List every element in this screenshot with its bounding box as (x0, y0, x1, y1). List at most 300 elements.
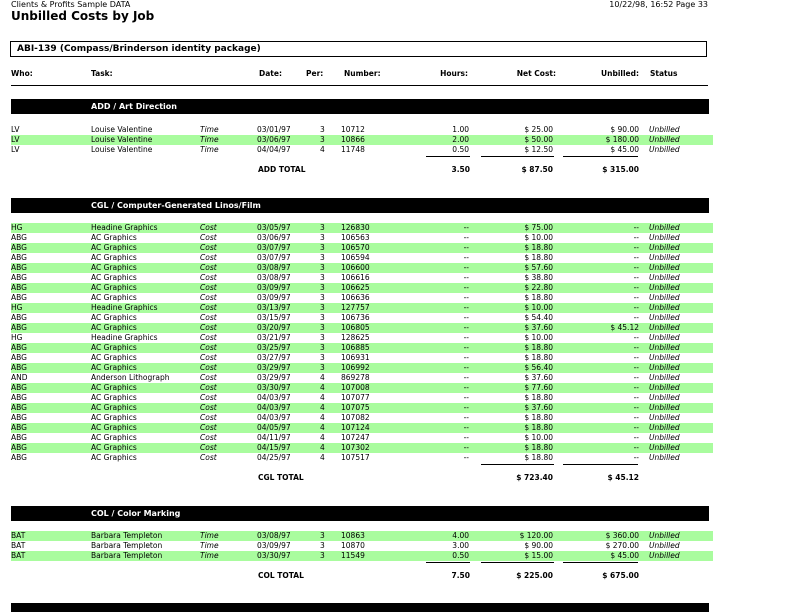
table-row (11, 353, 713, 363)
cell-unb: -- (633, 283, 639, 292)
cell-who: ABG (11, 233, 27, 242)
cell-date: 04/03/97 (257, 393, 291, 402)
cell-status: Unbilled (649, 283, 680, 292)
col-header-who: Who: (11, 69, 33, 78)
cell-net: $ 18.80 (524, 293, 553, 302)
cell-net: $ 18.80 (524, 423, 553, 432)
table-row (11, 433, 713, 443)
cell-date: 03/21/97 (257, 333, 291, 342)
cell-status: Unbilled (649, 145, 680, 154)
cell-unb: $ 45.12 (610, 323, 639, 332)
cell-unb: -- (633, 273, 639, 282)
cell-task: AC Graphics (91, 353, 137, 362)
cell-status: Unbilled (649, 373, 680, 382)
cell-task: AC Graphics (91, 443, 137, 452)
cell-hours: -- (463, 323, 469, 332)
cell-net: $ 18.80 (524, 413, 553, 422)
cell-date: 03/25/97 (257, 343, 291, 352)
cell-num: 126830 (341, 223, 370, 232)
cell-per: 3 (320, 363, 325, 372)
cell-net: $ 10.00 (524, 433, 553, 442)
cell-unb: $ 270.00 (605, 541, 639, 550)
cell-per: 3 (320, 541, 325, 550)
cell-per: 3 (320, 551, 325, 560)
cell-task: AC Graphics (91, 343, 137, 352)
cell-type: Cost (200, 413, 217, 422)
cell-type: Time (200, 125, 219, 134)
cell-status: Unbilled (649, 125, 680, 134)
cell-status: Unbilled (649, 323, 680, 332)
cell-per: 3 (320, 303, 325, 312)
cell-num: 107302 (341, 443, 370, 452)
cell-num: 107008 (341, 383, 370, 392)
table-row (11, 541, 713, 551)
cell-per: 3 (320, 263, 325, 272)
section-title: COL / Color Marking (91, 509, 181, 518)
cell-num: 10870 (341, 541, 365, 550)
cell-status: Unbilled (649, 243, 680, 252)
cell-date: 03/30/97 (257, 383, 291, 392)
cell-net: $ 18.80 (524, 443, 553, 452)
cell-net: $ 37.60 (524, 373, 553, 382)
cell-status: Unbilled (649, 313, 680, 322)
cell-net: $ 22.80 (524, 283, 553, 292)
cell-unb: -- (633, 403, 639, 412)
cell-num: 869278 (341, 373, 370, 382)
cell-net: $ 120.00 (519, 531, 553, 540)
cell-hours: -- (463, 453, 469, 462)
cell-num: 107124 (341, 423, 370, 432)
cell-hours: -- (463, 253, 469, 262)
cell-hours: -- (463, 433, 469, 442)
cell-net: $ 10.00 (524, 303, 553, 312)
cell-date: 03/27/97 (257, 353, 291, 362)
cell-type: Cost (200, 263, 217, 272)
cell-who: BAT (11, 531, 26, 540)
cell-per: 4 (320, 403, 325, 412)
table-row (11, 263, 713, 273)
subtotal-rule (481, 156, 554, 157)
cell-who: ABG (11, 243, 27, 252)
cell-net: $ 18.80 (524, 253, 553, 262)
cell-who: ABG (11, 423, 27, 432)
cell-who: HG (11, 223, 23, 232)
cell-type: Time (200, 135, 219, 144)
cell-net: $ 90.00 (524, 541, 553, 550)
cell-type: Cost (200, 253, 217, 262)
section-total-label: COL TOTAL (258, 571, 304, 580)
cell-status: Unbilled (649, 551, 680, 560)
cell-net: $ 38.80 (524, 273, 553, 282)
table-row (11, 303, 713, 313)
section-total-net-cost: $ 723.40 (516, 473, 553, 482)
header-rule (11, 85, 708, 86)
subtotal-rule (426, 562, 470, 563)
cell-num: 107075 (341, 403, 370, 412)
cell-type: Time (200, 531, 219, 540)
cell-date: 03/07/97 (257, 253, 291, 262)
col-header-task: Task: (91, 69, 113, 78)
cell-per: 3 (320, 333, 325, 342)
cell-num: 107517 (341, 453, 370, 462)
cell-net: $ 56.40 (524, 363, 553, 372)
cell-per: 3 (320, 243, 325, 252)
section-total-label: ADD TOTAL (258, 165, 306, 174)
cell-date: 03/29/97 (257, 373, 291, 382)
cell-date: 04/25/97 (257, 453, 291, 462)
cell-unb: -- (633, 453, 639, 462)
table-row (11, 373, 713, 383)
section-total-label: CGL TOTAL (258, 473, 304, 482)
cell-status: Unbilled (649, 393, 680, 402)
cell-who: BAT (11, 541, 26, 550)
cell-task: AC Graphics (91, 273, 137, 282)
cell-hours: -- (463, 313, 469, 322)
cell-type: Cost (200, 433, 217, 442)
cell-type: Cost (200, 333, 217, 342)
cell-net: $ 18.80 (524, 453, 553, 462)
table-row (11, 531, 713, 541)
cell-who: LV (11, 125, 20, 134)
cell-task: AC Graphics (91, 423, 137, 432)
cell-unb: -- (633, 303, 639, 312)
cell-task: Headine Graphics (91, 333, 158, 342)
table-row (11, 243, 713, 253)
cell-task: Barbara Templeton (91, 541, 163, 550)
cell-task: AC Graphics (91, 243, 137, 252)
cell-date: 03/07/97 (257, 243, 291, 252)
cell-type: Time (200, 145, 219, 154)
cell-num: 107247 (341, 433, 370, 442)
cell-hours: -- (463, 293, 469, 302)
cell-per: 4 (320, 373, 325, 382)
cell-who: ABG (11, 273, 27, 282)
cell-unb: -- (633, 313, 639, 322)
cell-task: Louise Valentine (91, 125, 153, 134)
cell-date: 03/09/97 (257, 283, 291, 292)
cell-net: $ 10.00 (524, 233, 553, 242)
cell-who: ABG (11, 393, 27, 402)
cell-hours: 2.00 (452, 135, 469, 144)
cell-net: $ 12.50 (524, 145, 553, 154)
cell-task: AC Graphics (91, 363, 137, 372)
cell-task: AC Graphics (91, 403, 137, 412)
cell-per: 4 (320, 393, 325, 402)
section-total-hours: 7.50 (451, 571, 470, 580)
cell-status: Unbilled (649, 423, 680, 432)
cell-who: ABG (11, 263, 27, 272)
cell-hours: -- (463, 383, 469, 392)
cell-type: Cost (200, 383, 217, 392)
section-band (11, 506, 709, 521)
cell-task: AC Graphics (91, 263, 137, 272)
cell-task: AC Graphics (91, 453, 137, 462)
table-row (11, 393, 713, 403)
cell-unb: -- (633, 373, 639, 382)
cell-status: Unbilled (649, 403, 680, 412)
cell-status: Unbilled (649, 135, 680, 144)
cell-who: ABG (11, 293, 27, 302)
cell-type: Cost (200, 393, 217, 402)
cell-task: AC Graphics (91, 253, 137, 262)
col-header-date: Date: (259, 69, 282, 78)
cell-status: Unbilled (649, 353, 680, 362)
col-header-number: Number: (344, 69, 381, 78)
cell-task: Louise Valentine (91, 135, 153, 144)
cell-who: ABG (11, 323, 27, 332)
cell-unb: $ 90.00 (610, 125, 639, 134)
cell-date: 03/06/97 (257, 233, 291, 242)
cell-num: 128625 (341, 333, 370, 342)
cell-hours: -- (463, 353, 469, 362)
cell-num: 10866 (341, 135, 365, 144)
col-header-status: Status (650, 69, 678, 78)
cell-date: 03/09/97 (257, 293, 291, 302)
cell-date: 04/11/97 (257, 433, 291, 442)
subtotal-rule (481, 562, 554, 563)
cell-num: 106885 (341, 343, 370, 352)
cell-date: 04/05/97 (257, 423, 291, 432)
cell-per: 3 (320, 343, 325, 352)
cell-unb: -- (633, 253, 639, 262)
cell-hours: 1.00 (452, 125, 469, 134)
cell-per: 4 (320, 413, 325, 422)
cell-who: AND (11, 373, 28, 382)
cell-status: Unbilled (649, 263, 680, 272)
table-row (11, 283, 713, 293)
section-total-unbilled: $ 315.00 (602, 165, 639, 174)
cell-type: Cost (200, 273, 217, 282)
col-header-net-cost: Net Cost: (516, 69, 556, 78)
cell-net: $ 77.60 (524, 383, 553, 392)
cell-unb: -- (633, 223, 639, 232)
cell-who: ABG (11, 453, 27, 462)
cell-num: 127757 (341, 303, 370, 312)
table-row (11, 145, 713, 155)
cell-net: $ 15.00 (524, 551, 553, 560)
cell-net: $ 50.00 (524, 135, 553, 144)
cell-net: $ 10.00 (524, 333, 553, 342)
cell-net: $ 18.80 (524, 343, 553, 352)
cell-hours: -- (463, 423, 469, 432)
table-row (11, 333, 713, 343)
cell-task: Headine Graphics (91, 223, 158, 232)
cell-num: 11748 (341, 145, 365, 154)
cell-unb: -- (633, 363, 639, 372)
cell-per: 3 (320, 323, 325, 332)
cell-unb: -- (633, 353, 639, 362)
cell-per: 4 (320, 145, 325, 154)
cell-hours: -- (463, 283, 469, 292)
cell-hours: -- (463, 243, 469, 252)
table-row (11, 223, 713, 233)
cell-num: 106563 (341, 233, 370, 242)
section-title: CGL / Computer-Generated Linos/Film (91, 201, 261, 210)
cell-per: 3 (320, 223, 325, 232)
cell-task: AC Graphics (91, 313, 137, 322)
cell-status: Unbilled (649, 413, 680, 422)
cell-status: Unbilled (649, 223, 680, 232)
cell-task: AC Graphics (91, 413, 137, 422)
cell-net: $ 37.60 (524, 323, 553, 332)
cell-hours: 0.50 (452, 551, 469, 560)
cell-date: 03/06/97 (257, 135, 291, 144)
cell-per: 4 (320, 423, 325, 432)
cell-hours: -- (463, 233, 469, 242)
cell-who: ABG (11, 253, 27, 262)
cell-type: Cost (200, 443, 217, 452)
cell-type: Cost (200, 233, 217, 242)
subtotal-rule (563, 156, 638, 157)
cell-status: Unbilled (649, 303, 680, 312)
cell-num: 106625 (341, 283, 370, 292)
cell-per: 3 (320, 273, 325, 282)
table-row (11, 233, 713, 243)
cell-status: Unbilled (649, 433, 680, 442)
cell-status: Unbilled (649, 531, 680, 540)
cell-net: $ 57.60 (524, 263, 553, 272)
table-row (11, 293, 713, 303)
cell-num: 106992 (341, 363, 370, 372)
cell-status: Unbilled (649, 541, 680, 550)
table-row (11, 135, 713, 145)
subtotal-rule (481, 464, 554, 465)
cell-who: ABG (11, 343, 27, 352)
cell-num: 10712 (341, 125, 365, 134)
section-band (11, 198, 709, 213)
cell-who: LV (11, 145, 20, 154)
cell-who: ABG (11, 313, 27, 322)
cell-task: AC Graphics (91, 233, 137, 242)
cell-net: $ 18.80 (524, 243, 553, 252)
cell-per: 3 (320, 125, 325, 134)
cell-unb: -- (633, 343, 639, 352)
cell-per: 3 (320, 135, 325, 144)
cell-per: 4 (320, 383, 325, 392)
section-total-hours: 3.50 (451, 165, 470, 174)
cell-who: LV (11, 135, 20, 144)
section-total-net-cost: $ 225.00 (516, 571, 553, 580)
cell-num: 106636 (341, 293, 370, 302)
cell-date: 03/15/97 (257, 313, 291, 322)
cell-status: Unbilled (649, 333, 680, 342)
cell-type: Cost (200, 363, 217, 372)
section-total-unbilled: $ 675.00 (602, 571, 639, 580)
subtotal-rule (563, 562, 638, 563)
cell-hours: -- (463, 413, 469, 422)
subtotal-rule (426, 156, 470, 157)
cell-net: $ 25.00 (524, 125, 553, 134)
cell-unb: -- (633, 243, 639, 252)
cell-hours: 0.50 (452, 145, 469, 154)
cell-status: Unbilled (649, 253, 680, 262)
cell-who: ABG (11, 363, 27, 372)
table-row (11, 413, 713, 423)
cell-who: ABG (11, 283, 27, 292)
company-name: Clients & Profits Sample DATA (11, 0, 131, 9)
cell-type: Cost (200, 303, 217, 312)
cell-type: Cost (200, 223, 217, 232)
cell-task: AC Graphics (91, 383, 137, 392)
table-row (11, 423, 713, 433)
cell-date: 03/30/97 (257, 551, 291, 560)
cell-num: 11549 (341, 551, 365, 560)
cell-num: 106736 (341, 313, 370, 322)
cell-unb: -- (633, 423, 639, 432)
cell-type: Cost (200, 453, 217, 462)
cell-hours: -- (463, 343, 469, 352)
cell-type: Cost (200, 423, 217, 432)
cell-date: 03/05/97 (257, 223, 291, 232)
cell-unb: $ 45.00 (610, 145, 639, 154)
cell-per: 3 (320, 253, 325, 262)
cell-unb: -- (633, 393, 639, 402)
cell-type: Cost (200, 353, 217, 362)
cell-num: 10863 (341, 531, 365, 540)
cell-who: ABG (11, 383, 27, 392)
col-header-per: Per: (306, 69, 324, 78)
cell-per: 3 (320, 353, 325, 362)
cell-who: ABG (11, 353, 27, 362)
cell-num: 106600 (341, 263, 370, 272)
cell-who: ABG (11, 433, 27, 442)
cell-type: Cost (200, 403, 217, 412)
section-total-unbilled: $ 45.12 (607, 473, 639, 482)
cell-status: Unbilled (649, 443, 680, 452)
cell-status: Unbilled (649, 233, 680, 242)
cell-unb: $ 360.00 (605, 531, 639, 540)
cell-date: 03/20/97 (257, 323, 291, 332)
cell-who: BAT (11, 551, 26, 560)
cell-type: Time (200, 551, 219, 560)
report-timestamp: 10/22/98, 16:52 Page 33 (609, 0, 708, 9)
cell-task: Barbara Templeton (91, 551, 163, 560)
cell-task: AC Graphics (91, 393, 137, 402)
table-row (11, 363, 713, 373)
cell-who: ABG (11, 443, 27, 452)
cell-status: Unbilled (649, 293, 680, 302)
cell-unb: -- (633, 263, 639, 272)
section-total-net-cost: $ 87.50 (521, 165, 553, 174)
subtotal-rule (563, 464, 638, 465)
cell-per: 4 (320, 443, 325, 452)
table-row (11, 323, 713, 333)
cell-num: 107082 (341, 413, 370, 422)
cell-task: AC Graphics (91, 433, 137, 442)
cell-num: 106805 (341, 323, 370, 332)
cell-type: Cost (200, 293, 217, 302)
cell-hours: -- (463, 363, 469, 372)
cell-date: 03/08/97 (257, 273, 291, 282)
cell-hours: -- (463, 273, 469, 282)
cell-unb: -- (633, 233, 639, 242)
cell-status: Unbilled (649, 383, 680, 392)
cell-num: 106594 (341, 253, 370, 262)
cell-hours: 3.00 (452, 541, 469, 550)
cell-net: $ 18.80 (524, 393, 553, 402)
cell-per: 3 (320, 313, 325, 322)
cell-date: 04/15/97 (257, 443, 291, 452)
cell-who: ABG (11, 413, 27, 422)
cell-per: 3 (320, 233, 325, 242)
table-row (11, 253, 713, 263)
cell-per: 3 (320, 531, 325, 540)
cell-hours: -- (463, 393, 469, 402)
cell-date: 04/04/97 (257, 145, 291, 154)
cell-unb: -- (633, 443, 639, 452)
cell-task: AC Graphics (91, 293, 137, 302)
cell-hours: -- (463, 303, 469, 312)
